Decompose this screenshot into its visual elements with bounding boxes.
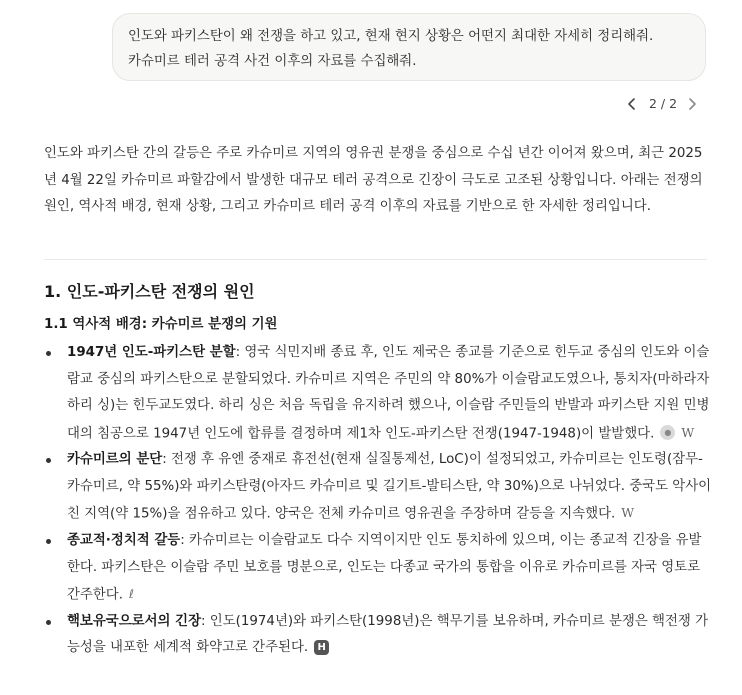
- user-message-line-1: 인도와 파키스탄이 왜 전쟁을 하고 있고, 현재 현지 상황은 어떤지 최대한 자세히 정리해줘.: [128, 29, 654, 44]
- bullet-title: 핵보유국으로서의 긴장: [67, 613, 202, 629]
- list-item: [44, 447, 712, 528]
- list-item: [44, 609, 712, 662]
- h-source-icon[interactable]: H: [314, 640, 329, 655]
- bullet-dot: [46, 351, 51, 356]
- bullet-title: 1947년 인도-파키스탄 분할: [67, 345, 236, 360]
- user-message-line-2: 카슈미르 테러 공격 사건 이후의 자료를 수집해줘.: [128, 54, 417, 69]
- chevron-right-icon[interactable]: [682, 94, 702, 114]
- bullet-title: 카슈미르의 분단: [67, 452, 163, 468]
- list-item: [44, 528, 712, 609]
- user-message-bubble: [112, 13, 706, 81]
- wikipedia-source-icon[interactable]: W: [621, 505, 635, 521]
- list-item: [44, 340, 712, 447]
- pen-source-icon[interactable]: ℓ: [129, 587, 134, 601]
- wikipedia-source-icon[interactable]: W: [681, 424, 695, 440]
- bullet-text: : 영국 식민지배 종료 후, 인도 제국은 종교를 기준으로 힌두교 중심의 인도와 이슬람교 중심의 파키스탄으로 분할되었다. 카슈미르 지역은 주민의 약 80%가 이슬람교도였으나, 통치자(마하라자 하리 싱)는 힌두교도였다. 하리 싱은 처음 독립을 유지하려 했으나, 이슬람 주민들의 반발과 파키스탄 지원 민병대의 침공으로 1947년 인도에 합류를 결정하며 제1차 인도-파키스탄 전쟁(1947-1948)이 발발했다.: [67, 345, 710, 441]
- section-heading: 1. 인도-파키스탄 전쟁의 원인: [44, 282, 255, 301]
- bullet-dot: [46, 458, 51, 463]
- bullet-text: : 인도(1974년)와 파키스탄(1998년)은 핵무기를 보유하며, 카슈미르 분쟁은 핵전쟁 가능성을 내포한 세계적 화약고로 간주된다.: [67, 613, 709, 656]
- source-avatar-icon[interactable]: ●: [660, 425, 675, 440]
- chevron-left-icon[interactable]: [622, 94, 642, 114]
- section-divider: [44, 259, 707, 260]
- bullet-text: : 전쟁 후 유엔 중재로 휴전선(현재 실질통제선, LoC)이 설정되었고, 카슈미르는 인도령(잠무-카슈미르, 약 55%)와 파키스탄령(아자드 카슈미르 및 길기트-발티스탄, 약 30%)으로 나뉘었다. 중국도 악사이친 지역(약 15%)을 점유하고 있다. 양국은 전체 카슈미르 영유권을 주장하며 갈등을 지속했다.: [67, 452, 712, 522]
- response-pager: [622, 94, 702, 114]
- bullet-list: [44, 340, 712, 662]
- bullet-dot: [46, 539, 51, 544]
- bullet-title: 종교적·정치적 갈등: [67, 533, 181, 548]
- pager-count: 2 / 2: [648, 96, 678, 111]
- bullet-text: : 카슈미르는 이슬람교도 다수 지역이지만 인도 통치하에 있으며, 이는 종교적 긴장을 유발한다. 파키스탄은 이슬람 주민 보호를 명분으로, 인도는 다종교 국가의 통합을 이유로 카슈미르를 자국 영토로 간주한다.: [67, 533, 702, 603]
- bullet-dot: [46, 620, 51, 625]
- section-subheading: 1.1 역사적 배경: 카슈미르 분쟁의 기원: [44, 317, 278, 332]
- assistant-answer: [44, 141, 712, 221]
- answer-intro: 인도와 파키스탄 간의 갈등은 주로 카슈미르 지역의 영유권 분쟁을 중심으로 수십 년간 이어져 왔으며, 최근 2025년 4월 22일 카슈미르 파할감에서 발생한 대규모 테러 공격으로 긴장이 극도로 고조된 상황입니다. 아래는 전쟁의 원인, 역사적 배경, 현재 상황, 그리고 카슈미르 테러 공격 이후의 자료를 기반으로 한 자세한 정리입니다.: [44, 146, 703, 214]
